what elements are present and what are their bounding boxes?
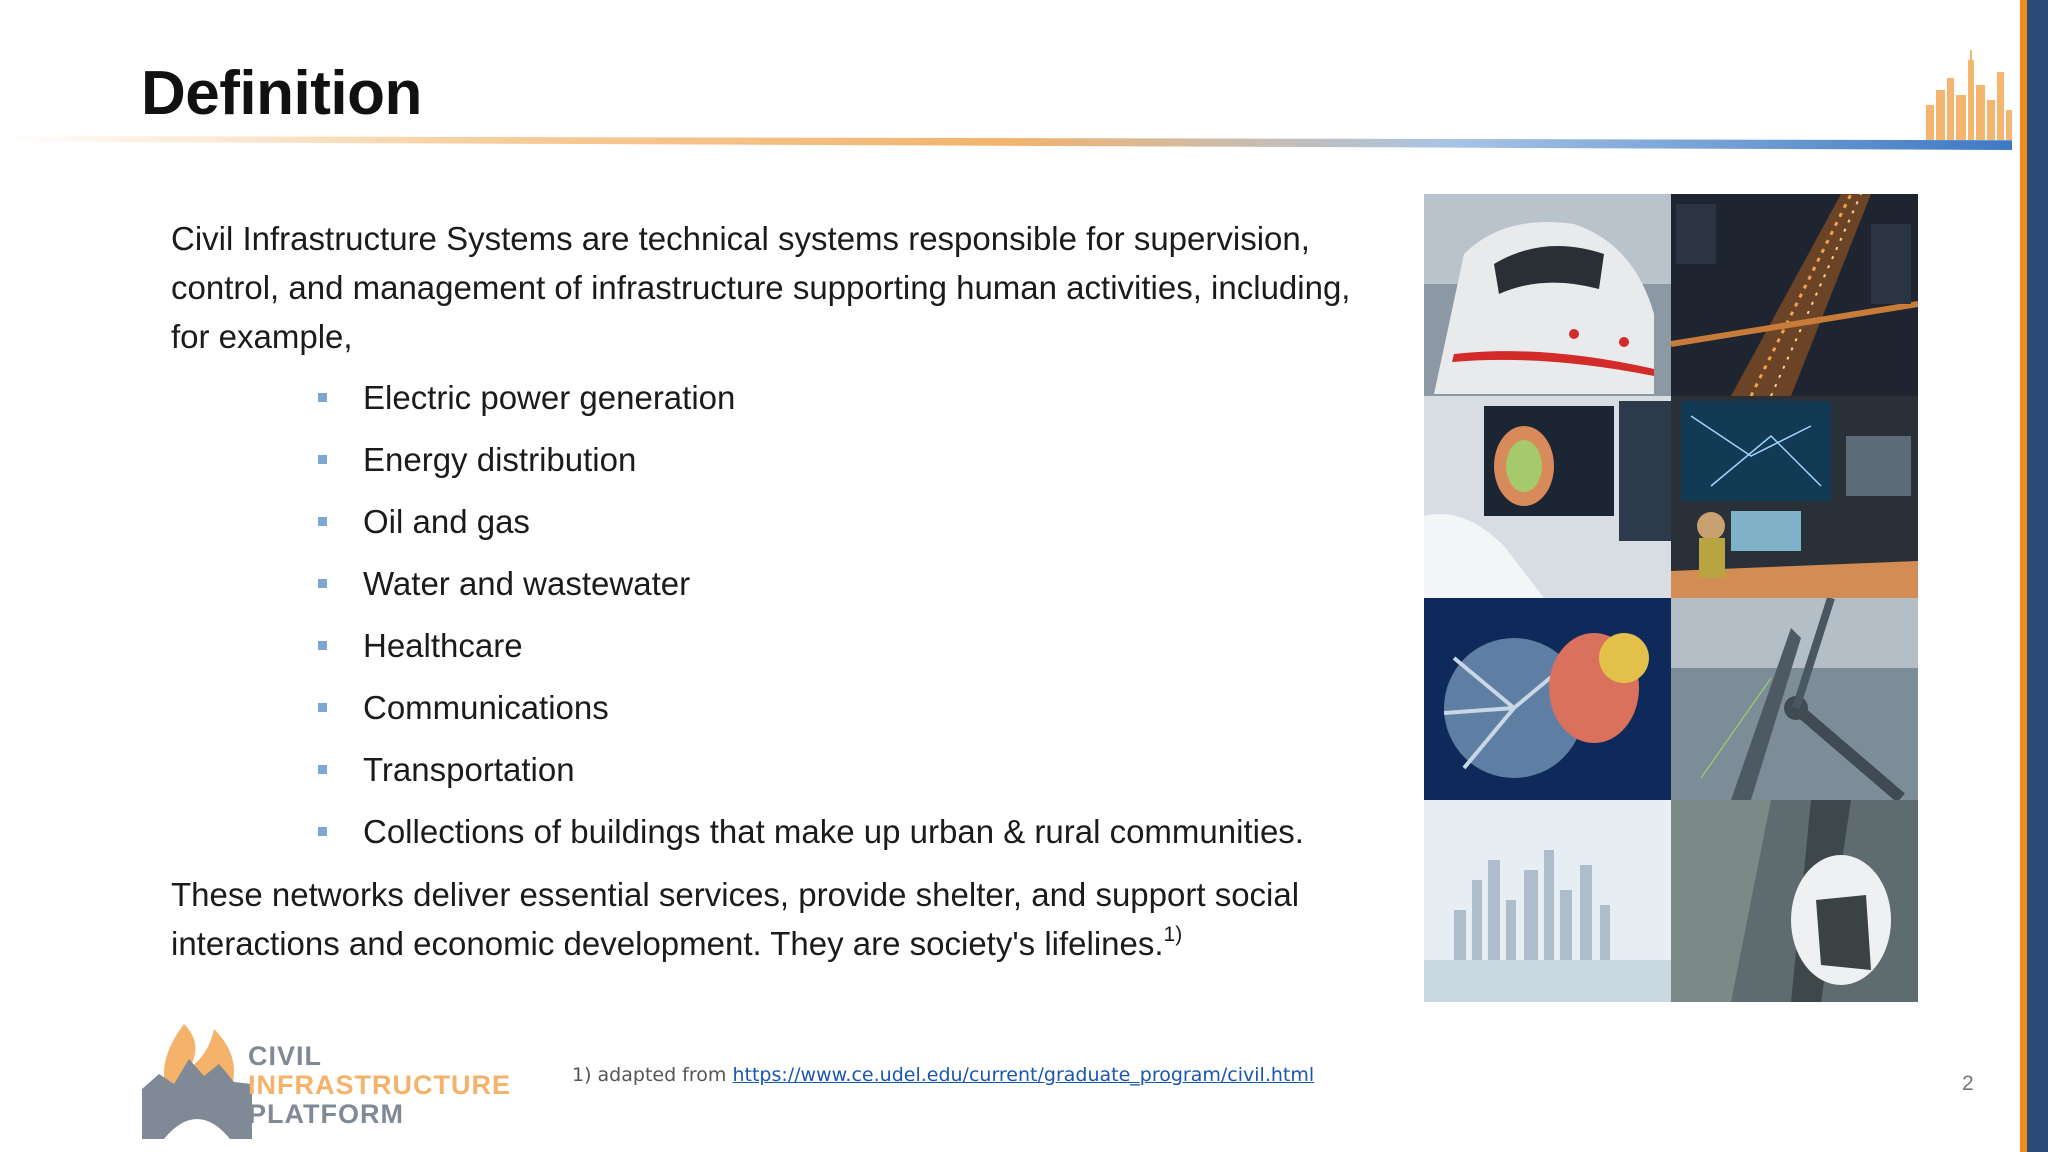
list-item-label: Water and wastewater xyxy=(363,565,691,602)
intro-paragraph: Civil Infrastructure Systems are technical systems responsible for supervision, control, and management of infrastructure supporting human activities, including, for example, xyxy=(171,220,1351,355)
bullet-square-icon xyxy=(318,455,327,464)
footnote-reference: 1) xyxy=(1163,923,1183,946)
infrastructure-image-mosaic xyxy=(1424,194,1918,1002)
closing-text: These networks deliver essential services, provide shelter, and support social interactions and economic development. They are society's lifelines. xyxy=(171,876,1300,962)
flame-city-logo-icon xyxy=(134,1014,262,1142)
list-item-label: Healthcare xyxy=(363,627,523,664)
wind-turbine-photo xyxy=(1671,598,1918,800)
right-accent-bar xyxy=(2020,0,2048,1152)
list-item xyxy=(318,686,1304,748)
civil-infrastructure-platform-logo xyxy=(134,1014,514,1142)
list-item-label: Collections of buildings that make up urban & rural communities. xyxy=(363,813,1304,850)
logo-text-civil: CIVIL xyxy=(248,1041,323,1071)
bullet-square-icon xyxy=(318,703,327,712)
city-skyline-photo xyxy=(1424,800,1671,1002)
city-traffic-photo xyxy=(1671,194,1918,396)
list-item xyxy=(318,810,1304,872)
page-number: 2 xyxy=(1962,1072,1974,1095)
list-item xyxy=(318,562,1304,624)
title-underline xyxy=(0,136,2012,150)
slide-title: Definition xyxy=(141,59,422,128)
logo-text-platform: PLATFORM xyxy=(248,1099,404,1129)
closing-paragraph xyxy=(171,870,1421,968)
bullet-square-icon xyxy=(318,765,327,774)
bullet-square-icon xyxy=(318,579,327,588)
list-item xyxy=(318,624,1304,686)
list-item-label: Electric power generation xyxy=(363,379,736,416)
bullet-square-icon xyxy=(318,517,327,526)
infrastructure-list xyxy=(318,376,1304,872)
list-item xyxy=(318,376,1304,438)
list-item xyxy=(318,500,1304,562)
control-room-photo xyxy=(1671,396,1918,598)
logo-text-infrastructure: INFRASTRUCTURE xyxy=(248,1070,511,1100)
bullet-square-icon xyxy=(318,393,327,402)
train-photo xyxy=(1424,194,1671,396)
turbine-engine-photo xyxy=(1424,598,1671,800)
bullet-square-icon xyxy=(318,827,327,836)
source-link[interactable]: https://www.ce.udel.edu/current/graduate_program/civil.html xyxy=(732,1064,1315,1086)
list-item xyxy=(318,438,1304,500)
list-item-label: Oil and gas xyxy=(363,503,530,540)
medical-monitor-photo xyxy=(1424,396,1671,598)
city-skyline-icon xyxy=(1926,50,2012,140)
list-item xyxy=(318,748,1304,810)
footnote xyxy=(572,1064,1314,1086)
list-item-label: Energy distribution xyxy=(363,441,637,478)
list-item-label: Communications xyxy=(363,689,609,726)
bullet-square-icon xyxy=(318,641,327,650)
list-item-label: Transportation xyxy=(363,751,575,788)
footnote-prefix: 1) adapted from xyxy=(572,1064,727,1086)
cable-car-photo xyxy=(1671,800,1918,1002)
